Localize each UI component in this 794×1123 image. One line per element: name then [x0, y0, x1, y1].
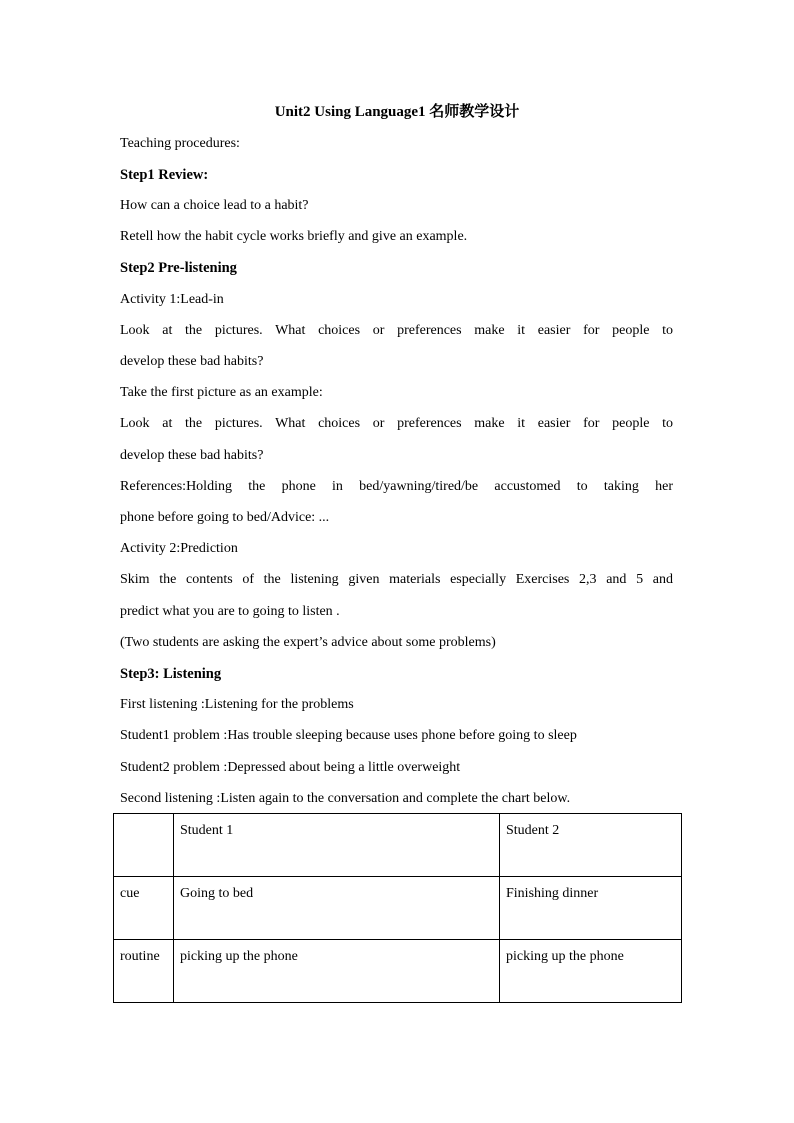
table-cell: picking up the phone [500, 940, 682, 1003]
text-line: Student2 problem :Depressed about being a little overweight [120, 760, 461, 775]
table-cell: picking up the phone [174, 940, 500, 1003]
table-cell: Finishing dinner [500, 877, 682, 940]
row-label-routine: routine [114, 940, 174, 1003]
text-line: Skim the contents of the listening given materials especially Exercises 2,3 and 5 and [120, 572, 673, 587]
text-line: Look at the pictures. What choices or preferences make it easier for people to [120, 323, 673, 338]
text-line: How can a choice lead to a habit? [120, 198, 309, 213]
table-row [114, 877, 682, 940]
page-title: Unit2 Using Language1 名师教学设计 [274, 104, 520, 120]
text-line: develop these bad habits? [120, 448, 264, 463]
text-line: Teaching procedures: [120, 136, 240, 151]
text-line: References:Holding the phone in bed/yawning/tired/be accustomed to taking her [120, 479, 673, 494]
table-cell [114, 814, 174, 877]
text-line: Activity 1:Lead-in [120, 292, 224, 307]
text-line: (Two students are asking the expert’s advice about some problems) [120, 635, 496, 650]
section-heading: Step1 Review: [120, 167, 209, 183]
text-line: develop these bad habits? [120, 354, 264, 369]
table-cell: Going to bed [174, 877, 500, 940]
section-heading: Step2 Pre-listening [120, 260, 237, 276]
table-header-student-1: Student 1 [174, 814, 500, 877]
text-line: Retell how the habit cycle works briefly and give an example. [120, 229, 468, 244]
text-line: phone before going to bed/Advice: ... [120, 510, 330, 525]
text-line: Take the first picture as an example: [120, 385, 323, 400]
table-row [114, 940, 682, 1003]
text-line: Second listening :Listen again to the conversation and complete the chart below. [120, 791, 571, 806]
section-heading: Step3: Listening [120, 666, 222, 682]
text-line: Look at the pictures. What choices or preferences make it easier for people to [120, 416, 673, 431]
text-line: Student1 problem :Has trouble sleeping because uses phone before going to sleep [120, 728, 577, 743]
table-header-row [114, 814, 682, 877]
table-header-student-2: Student 2 [500, 814, 682, 877]
text-line: predict what you are to going to listen . [120, 604, 340, 619]
habit-chart-table [113, 813, 682, 1003]
text-line: First listening :Listening for the problems [120, 697, 354, 712]
row-label-cue: cue [114, 877, 174, 940]
text-line: Activity 2:Prediction [120, 541, 238, 556]
